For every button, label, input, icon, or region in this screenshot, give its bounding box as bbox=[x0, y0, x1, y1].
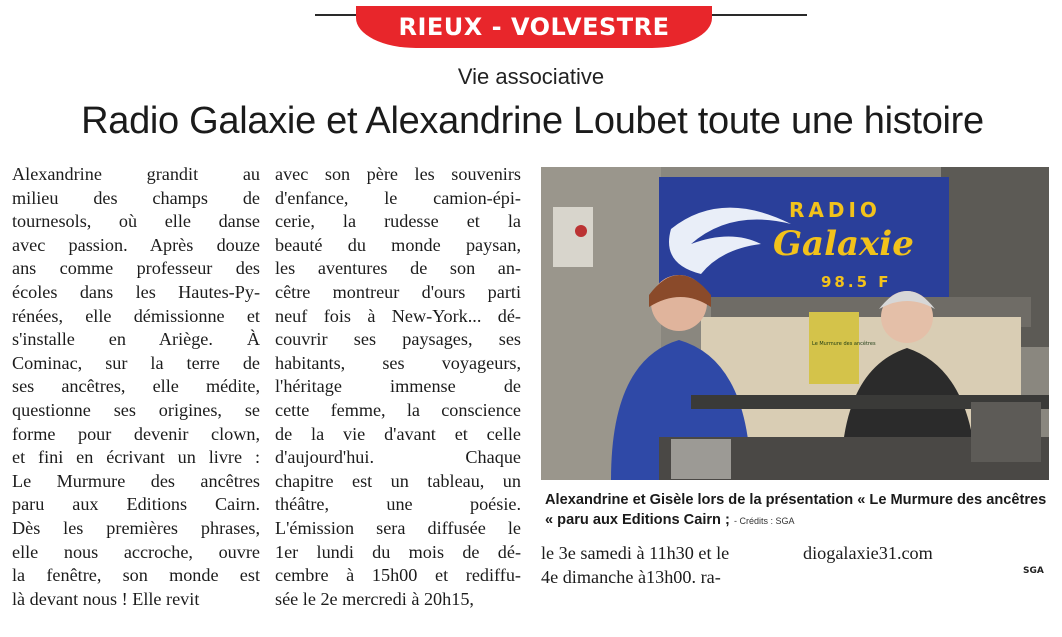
col1-line: s'installe en Ariège. À bbox=[12, 329, 260, 350]
col2-line: l'héritage immense de bbox=[275, 376, 521, 397]
section-banner-label: RIEUX - VOLVESTRE bbox=[398, 13, 670, 41]
col2-line: neuf fois à New-York... dé- bbox=[275, 305, 521, 326]
col1-line: rénées, elle démissionne et bbox=[12, 305, 260, 326]
col1-line: là devant nous ! Elle revit bbox=[12, 588, 200, 609]
article-photo bbox=[541, 167, 1049, 480]
article-column-3 bbox=[541, 541, 729, 589]
col2-line: cêtre montreur d'ours parti bbox=[275, 281, 521, 302]
radio-banner-text-2: Galaxie bbox=[773, 224, 914, 264]
col2-line: cette femme, la conscience bbox=[275, 399, 521, 420]
caption-text: Alexandrine et Gisèle lors de la présentation « Le Murmure des ancêtres « paru aux Editions Cairn ; bbox=[545, 492, 1047, 528]
photo-caption bbox=[545, 490, 1055, 531]
col1-line: tournesols, où elle danse bbox=[12, 211, 260, 232]
col3-line: le 3e samedi à 11h30 et le bbox=[541, 543, 730, 563]
col1-line: forme pour devenir clown, bbox=[12, 423, 260, 444]
col2-line: d'aujourd'hui. Chaque bbox=[275, 447, 521, 468]
col1-line: paru aux Editions Cairn. bbox=[12, 494, 260, 515]
article-column-1 bbox=[12, 163, 260, 611]
rubric: Vie associative bbox=[457, 64, 605, 89]
col2-line: les aventures de son an- bbox=[275, 258, 521, 279]
col1-line: Alexandrine grandit au bbox=[12, 164, 260, 184]
col1-line: avec passion. Après douze bbox=[12, 234, 260, 255]
top-rule-left bbox=[315, 14, 361, 16]
col1-line: Le Murmure des ancêtres bbox=[12, 470, 260, 491]
col1-line: questionne ses origines, se bbox=[12, 399, 260, 420]
col2-line: cembre à 15h00 et rediffu- bbox=[275, 565, 521, 586]
signature: SGA bbox=[1023, 566, 1044, 576]
book-title: Le Murmure des ancêtres bbox=[812, 341, 876, 347]
col2-line: chapitre est un tableau, un bbox=[275, 470, 521, 491]
col1-line: ans comme professeur des bbox=[12, 258, 260, 279]
col2-line: couvrir ses paysages, ses bbox=[275, 329, 521, 350]
col2-line: cerie, la rudesse et la bbox=[275, 211, 521, 232]
col2-line: théâtre, une poésie. bbox=[275, 494, 521, 515]
article-column-4 bbox=[803, 541, 933, 565]
col2-line: d'enfance, le camion-épi- bbox=[275, 187, 521, 208]
radio-banner-text-1: RADIO bbox=[789, 198, 881, 222]
col1-line: milieu des champs de bbox=[12, 187, 260, 208]
col2-line: 1er lundi du mois de dé- bbox=[275, 541, 521, 562]
section-banner bbox=[356, 6, 712, 48]
article-column-2 bbox=[275, 163, 521, 611]
col3-line: 4e dimanche à13h00. ra- bbox=[541, 567, 721, 587]
col4-line: diogalaxie31.com bbox=[803, 543, 933, 563]
col1-line: la fenêtre, son monde est bbox=[12, 565, 260, 586]
col2-line: habitants, ses voyageurs, bbox=[275, 352, 521, 373]
col1-line: Dès les premières phrases, bbox=[12, 517, 260, 538]
headline: Radio Galaxie et Alexandrine Loubet toute une histoire bbox=[81, 100, 984, 142]
col2-line: L'émission sera diffusée le bbox=[275, 517, 521, 538]
book-cover bbox=[809, 312, 859, 384]
photo-illustration bbox=[541, 167, 1049, 480]
top-rule-right bbox=[707, 14, 807, 16]
col2-line: sée le 2e mercredi à 20h15, bbox=[275, 588, 474, 609]
photo-credits: - Crédits : SGA bbox=[733, 516, 795, 526]
col1-line: elle nous accroche, ouvre bbox=[12, 541, 260, 562]
col2-line: de la vie d'avant et celle bbox=[275, 423, 521, 444]
col1-line: ses ancêtres, elle médite, bbox=[12, 376, 260, 397]
col1-line: et fini en écrivant un livre : bbox=[12, 447, 260, 468]
col1-line: Cominac, sur la terre de bbox=[12, 352, 260, 373]
col2-line: beauté du monde paysan, bbox=[275, 234, 521, 255]
radio-banner-text-3: 98.5 F bbox=[821, 273, 892, 291]
col2-line: avec son père les souvenirs bbox=[275, 164, 521, 184]
col1-line: écoles dans les Hautes-Py- bbox=[12, 281, 260, 302]
